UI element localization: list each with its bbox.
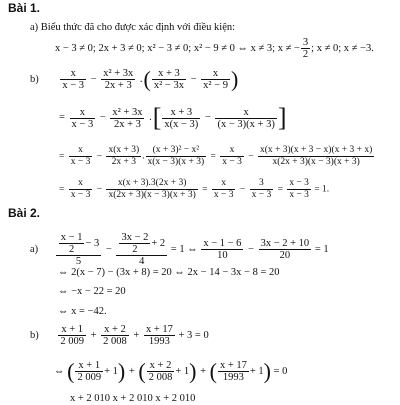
cond-part-1: x − 3 ≠ 0; 2x + 3 ≠ 0; x² − 3 ≠ 0; x² − 9 ≠ 0 ⇔ x ≠ 3; x ≠ − bbox=[55, 42, 300, 54]
bai2-a-line1: a) $\frac{x - 1}{2}$ − 3 5 − $\frac{3x - 2}{2}$ + 2 4 = 1 ⇔ $\frac{x - 1 - 6}{10}$ − $\frac{3x - 2 + 10}{20}$ = 1 bbox=[30, 232, 329, 267]
bai2-heading: Bài 2. bbox=[8, 206, 41, 220]
bai2-b-line1: b) $\frac{x + 1}{2 009}$ + $\frac{x + 2}{2 008}$ + $\frac{x + 17}{1993}$ + 3 = 0 bbox=[30, 324, 209, 347]
bai2-a-line3: ⇔ −x − 22 = 20 bbox=[58, 286, 126, 297]
bai2-b-line2: ⇔ ( $\frac{x + 1}{2 009}$ + 1) + ( $\frac{x + 2}{2 008}$ + 1) + ( $\frac{x + 17}{1993}$ + 1) = 0 bbox=[54, 358, 288, 384]
bai1-a-desc: Biểu thức đã cho được xác định với điều kiện: bbox=[40, 22, 236, 33]
bai1-a-label: a) bbox=[30, 22, 39, 33]
bai1-b-line2: = $\frac{x}{x - 3}$ − $\frac{\text{x² + 3x}}{2x + 3}$ .[ $\frac{x + 3}{x(x - 3)}$ − $\frac{x}{(x - 3)(x + 3)}$ ] bbox=[59, 103, 287, 132]
bai1-a-conditions bbox=[55, 37, 374, 60]
bai2-a-label: a) bbox=[30, 243, 39, 255]
cond-fraction: $\frac{3}{2}$ bbox=[302, 37, 309, 60]
bai1-b-label: b) bbox=[30, 73, 39, 85]
bai2-a-line4: ⇔ x = −42. bbox=[58, 306, 107, 317]
bai1-a-text bbox=[30, 22, 235, 34]
bai1-heading: Bài 1. bbox=[8, 1, 41, 15]
cond-part-2: ; x ≠ 0; x ≠ −3. bbox=[311, 42, 374, 54]
bai1-b-line3: = $\frac{x}{x - 3}$ − $\frac{x(x + 3)}{2x + 3}$ . $\frac{\text{(x + 3)² − x²}}{x(x - 3)(x + 3)}$ = $\frac{x}{x - 3}$ − $\frac{x(x + 3)(x + 3 - x)(x + 3 + x)}{x(2x + 3)(x - 3)(x + 3)}$ bbox=[59, 145, 373, 167]
bai1-b-line4: = $\frac{x}{x - 3}$ − $\frac{x(x + 3).3(2x + 3)}{x(2x + 3)(x - 3)(x + 3)}$ = $\frac{x}{x - 3}$ − $\frac{3}{x - 3}$ = $\frac{x - 3}{x - 3}$ = 1. bbox=[59, 178, 330, 200]
bai2-b-label: b) bbox=[30, 329, 39, 341]
bai2-a-line2: ⇔ 2(x − 7) − (3x + 8) = 20 ⇔ 2x − 14 − 3x − 8 = 20 bbox=[58, 267, 280, 278]
bai1-b-line1: b) $\frac{x}{x - 3}$ − $\frac{\text{x² + 3x}}{2x + 3}$ .( $\frac{x + 3}{\text{x² − 3x}}$ − $\frac{x}{\text{x² − 9}}$ ) bbox=[30, 66, 239, 92]
bai2-b-partial: x + 2 010 x + 2 010 x + 2 010 bbox=[70, 393, 196, 404]
